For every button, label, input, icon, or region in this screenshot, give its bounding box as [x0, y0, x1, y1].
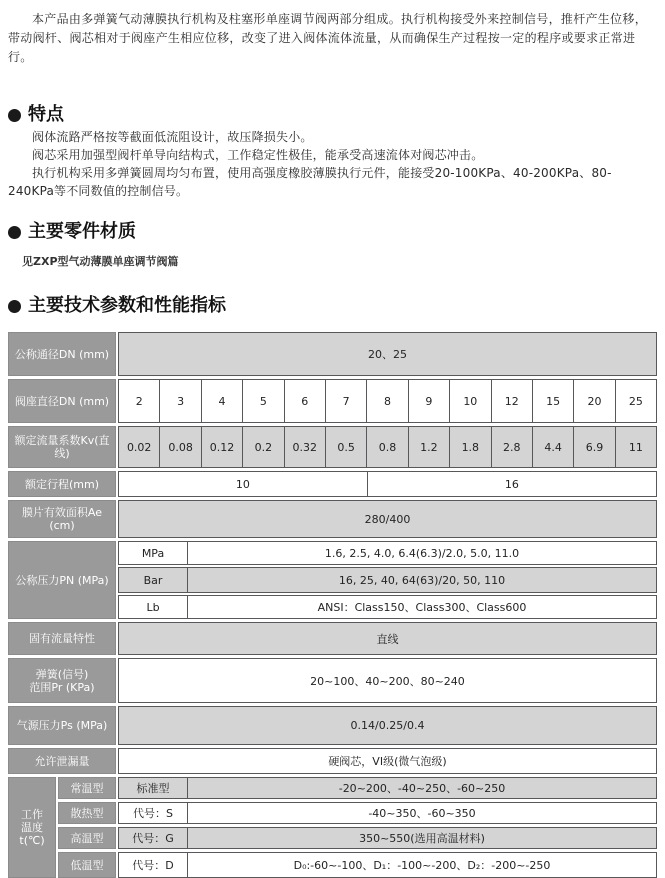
nominal-diameter-value: 20、25: [118, 332, 657, 376]
pressure-subrow: [118, 541, 657, 565]
seat-value-cell: 12: [492, 379, 533, 423]
pressure-value-cell: ANSI：Class150、Class300、Class600: [188, 595, 657, 619]
seat-value-cell: 4: [202, 379, 243, 423]
temp-type-cell: 常温型: [58, 777, 116, 799]
temp-type-cell: 散热型: [58, 802, 116, 824]
pressure-value-cell: 1.6, 2.5, 4.0, 6.4(6.3)/2.0, 5.0, 11.0: [188, 541, 657, 565]
spec-table: [8, 332, 657, 878]
intro-paragraph: 本产品由多弹簧气动薄膜执行机构及柱塞形单座调节阀两部分组成。执行机构接受外来控制信号，推杆产生位移，带动阀杆、阀芯相对于阀座产生相应位移，改变了进入阀体流体流量，从而确保生产过程按一定的程序或要求正常进行。: [8, 12, 648, 64]
section-heading-materials: [8, 222, 657, 242]
kv-value-cell: 2.8: [492, 426, 533, 468]
row-header-line: 范围Pr (KPa): [29, 680, 95, 694]
row-header-line: 温度: [21, 821, 43, 834]
temp-value-cell: 350~550(选用高温材料): [188, 827, 657, 849]
row-diaphragm-area: [8, 500, 657, 538]
kv-value-cell: 1.2: [409, 426, 450, 468]
row-spring-range: [8, 658, 657, 703]
row-header-line: 工作: [21, 808, 43, 821]
row-header: 额定行程(mm): [8, 471, 116, 497]
seat-value-cell: 9: [409, 379, 450, 423]
row-header: 额定流量系数Kv(直线): [8, 426, 116, 468]
row-seat-diameter: [8, 379, 657, 423]
temperature-subrow: [58, 802, 657, 824]
pressure-subrow: [118, 595, 657, 619]
section-title: 主要技术参数和性能指标: [28, 295, 226, 316]
kv-value-cell: 0.2: [243, 426, 284, 468]
row-temperature: [8, 777, 657, 878]
feature-line: 执行机构采用多弹簧圆周均匀布置，使用高强度橡胶薄膜执行元件，能接受20-100KPa、40-200KPa、80-240KPa等不同数值的控制信号。: [8, 166, 612, 198]
pressure-subrow: [118, 567, 657, 593]
kv-value-cell: 1.8: [450, 426, 491, 468]
seat-value-cell: 8: [367, 379, 408, 423]
kv-value-cell: 11: [616, 426, 657, 468]
spring-range-value: 20~100、40~200、80~240: [118, 658, 657, 703]
seat-value-cell: 3: [160, 379, 201, 423]
row-air-supply: [8, 706, 657, 745]
row-kv: [8, 426, 657, 468]
kv-value-cell: 6.9: [574, 426, 615, 468]
temp-code-cell: 代号：D: [118, 852, 188, 878]
diaphragm-area-value: 280/400: [118, 500, 657, 538]
air-supply-value: 0.14/0.25/0.4: [118, 706, 657, 745]
row-header: 公称压力PN (MPa): [8, 541, 116, 619]
seat-value-cell: 7: [326, 379, 367, 423]
stroke-value-left: 10: [118, 471, 368, 497]
bullet-icon: [8, 226, 21, 239]
kv-value-cell: 0.08: [160, 426, 201, 468]
kv-value-cell: 0.02: [118, 426, 160, 468]
temp-code-cell: 标准型: [118, 777, 188, 799]
stroke-value-right: 16: [368, 471, 657, 497]
feature-line: 阀体流路严格按等截面低流阻设计，故压降损失小。: [32, 130, 313, 144]
row-header: 阀座直径DN (mm): [8, 379, 116, 423]
temp-value-cell: -20~200、-40~250、-60~250: [188, 777, 657, 799]
temp-code-cell: 代号：S: [118, 802, 188, 824]
bullet-icon: [8, 300, 21, 313]
features-list: [8, 128, 657, 200]
row-header: 膜片有效面积Ae (cm): [8, 500, 116, 538]
row-header: 气源压力Ps (MPa): [8, 706, 116, 745]
section-title: 特点: [28, 104, 64, 125]
feature-line: 阀芯采用加强型阀杆单导向结构式，工作稳定性极佳，能承受高速流体对阀芯冲击。: [32, 148, 484, 162]
seat-value-cell: 2: [118, 379, 160, 423]
flow-characteristic-value: 直线: [118, 622, 657, 655]
row-header-line: 弹簧(信号): [35, 667, 89, 681]
kv-value-cell: 0.5: [326, 426, 367, 468]
temp-value-cell: D₀:-60~-100、D₁：-100~-200、D₂：-200~-250: [188, 852, 657, 878]
kv-value-cell: 0.12: [202, 426, 243, 468]
temp-type-cell: 高温型: [58, 827, 116, 849]
pressure-unit-cell: Lb: [118, 595, 188, 619]
pressure-value-cell: 16, 25, 40, 64(63)/20, 50, 110: [188, 567, 657, 593]
kv-value-cell: 0.32: [285, 426, 326, 468]
row-pressure: [8, 541, 657, 619]
row-header-line: t(℃): [19, 834, 45, 847]
seat-value-cell: 25: [616, 379, 657, 423]
section-heading-features: [8, 105, 657, 125]
row-nominal-diameter: [8, 332, 657, 376]
leakage-value: 硬阀芯，VI级(微气泡级): [118, 748, 657, 774]
row-stroke: [8, 471, 657, 497]
section-title: 主要零件材质: [28, 221, 136, 242]
seat-value-cell: 6: [285, 379, 326, 423]
kv-value-cell: 0.8: [367, 426, 408, 468]
pressure-unit-cell: Bar: [118, 567, 188, 593]
bullet-icon: [8, 109, 21, 122]
temperature-subrow: [58, 827, 657, 849]
row-leakage: [8, 748, 657, 774]
seat-value-cell: 20: [574, 379, 615, 423]
materials-note: 见ZXP型气动薄膜单座调节阀篇: [22, 255, 179, 268]
seat-value-cell: 15: [533, 379, 574, 423]
row-flow-characteristic: [8, 622, 657, 655]
row-header: 公称通径DN (mm): [8, 332, 116, 376]
row-header: 允许泄漏量: [8, 748, 116, 774]
section-heading-specs: [8, 296, 657, 316]
seat-value-cell: 5: [243, 379, 284, 423]
row-header: [8, 658, 116, 703]
row-header: 固有流量特性: [8, 622, 116, 655]
temp-value-cell: -40~350、-60~350: [188, 802, 657, 824]
pressure-unit-cell: MPa: [118, 541, 188, 565]
row-header: [8, 777, 56, 878]
seat-value-cell: 10: [450, 379, 491, 423]
temperature-subrow: [58, 852, 657, 878]
temp-type-cell: 低温型: [58, 852, 116, 878]
temp-code-cell: 代号：G: [118, 827, 188, 849]
temperature-subrow: [58, 777, 657, 799]
kv-value-cell: 4.4: [533, 426, 574, 468]
